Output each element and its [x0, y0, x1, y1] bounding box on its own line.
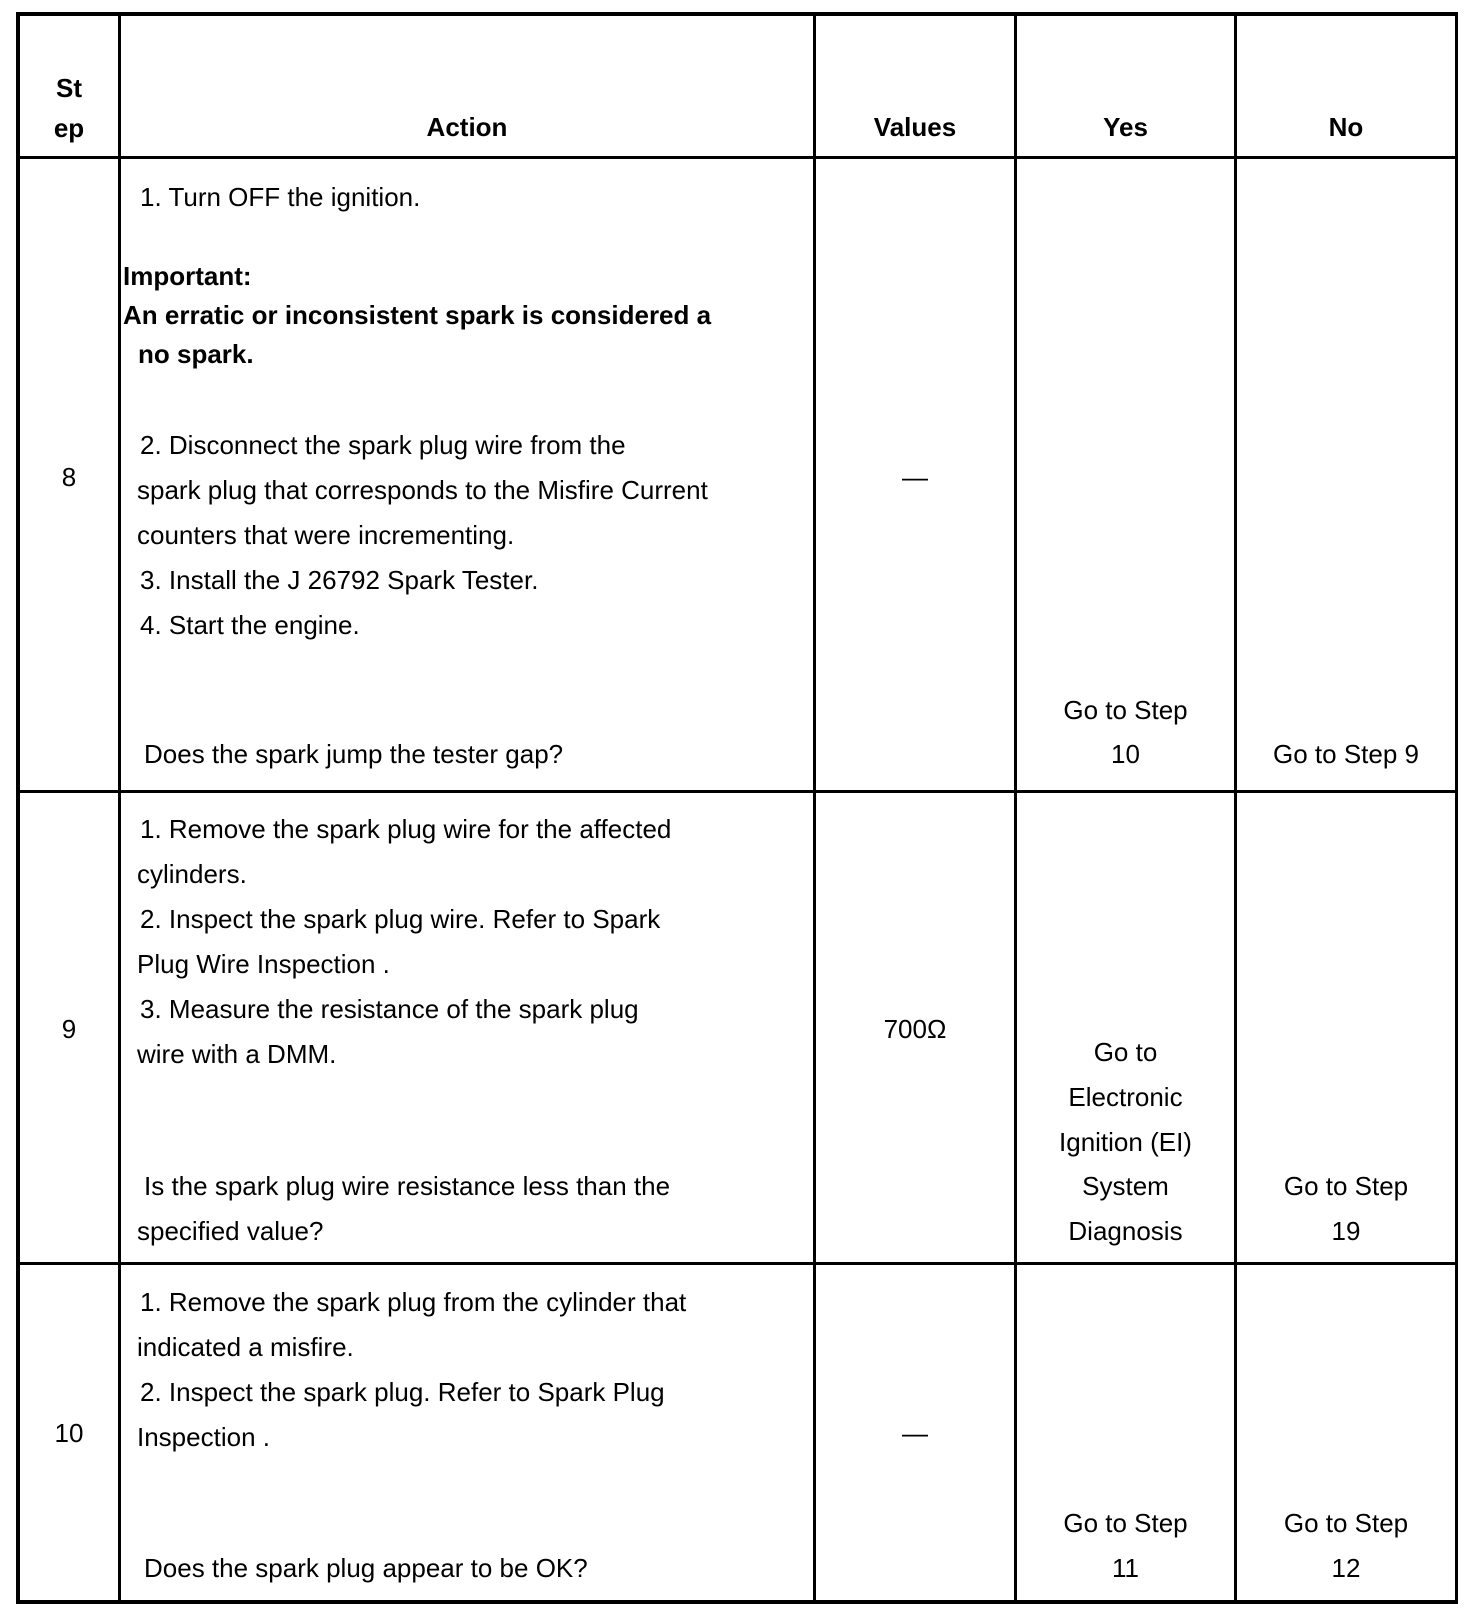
header-action: Action	[426, 112, 508, 142]
row-8-action-item1: 1. Turn OFF the ignition.	[140, 182, 421, 212]
row-10-no-line1: Go to Step	[1283, 1508, 1409, 1538]
row-8-important-label: Important:	[123, 261, 252, 291]
row-9-yes-line5: Diagnosis	[1068, 1216, 1183, 1246]
row-10-action-item1-line1: 1. Remove the spark plug from the cylinder that	[140, 1287, 687, 1317]
header-no: No	[1328, 112, 1364, 142]
row-9-action-item3-line1: 3. Measure the resistance of the spark plug	[140, 994, 639, 1024]
row-8-action-item2-line2: spark plug that corresponds to the Misfire Current	[137, 475, 708, 505]
row-8-important-line2: no spark.	[138, 339, 254, 369]
row-8-important-line1: An erratic or inconsistent spark is considered a	[123, 300, 712, 330]
row-10-step: 10	[54, 1418, 84, 1448]
row-9-action-item1-line2: cylinders.	[137, 859, 247, 889]
row-8-action-item4: 4. Start the engine.	[140, 610, 360, 640]
header-row-divider	[16, 156, 1458, 159]
header-step	[20, 66, 118, 150]
row-8-action-item3: 3. Install the J 26792 Spark Tester.	[140, 565, 539, 595]
row-9-action-item1-line1: 1. Remove the spark plug wire for the affected	[140, 814, 672, 844]
row-8-question: Does the spark jump the tester gap?	[144, 739, 564, 769]
row-9-yes-line3: Ignition (EI)	[1059, 1127, 1192, 1157]
header-step-line2: ep	[53, 113, 85, 143]
column-divider	[118, 12, 121, 1604]
row-9-yes-line1: Go to	[1093, 1037, 1158, 1067]
row-8-step: 8	[61, 462, 77, 492]
row-8-yes-line2: 10	[1111, 739, 1140, 769]
row-10-question: Does the spark plug appear to be OK?	[144, 1553, 588, 1583]
column-divider	[1014, 12, 1017, 1604]
row-8-value: —	[902, 462, 928, 492]
table-border-bottom	[16, 1600, 1458, 1604]
header-yes: Yes	[1103, 112, 1148, 142]
row-10-no-line2: 12	[1331, 1553, 1361, 1583]
row-8-yes-line1: Go to Step	[1063, 695, 1188, 725]
column-divider	[1234, 12, 1237, 1604]
row-9-yes-line4: System	[1082, 1171, 1169, 1201]
table-border-right	[1455, 12, 1458, 1604]
header-values: Values	[873, 112, 957, 142]
row-divider	[16, 1262, 1458, 1265]
row-8-no: Go to Step 9	[1273, 739, 1419, 769]
row-10-yes-line2: 11	[1112, 1553, 1139, 1583]
row-9-step: 9	[61, 1014, 77, 1044]
table-border-top	[16, 12, 1458, 16]
header-step-line1: St	[56, 73, 82, 103]
row-9-question-line1: Is the spark plug wire resistance less than the	[144, 1171, 671, 1201]
row-10-action-item2-line2: Inspection .	[137, 1422, 270, 1452]
column-divider	[813, 12, 816, 1604]
row-9-no-line2: 19	[1331, 1216, 1361, 1246]
row-9-action-item2-line2: Plug Wire Inspection .	[137, 949, 390, 979]
row-divider	[16, 790, 1458, 793]
row-9-yes-line2: Electronic	[1068, 1082, 1183, 1112]
row-10-action-item2-line1: 2. Inspect the spark plug. Refer to Spark Plug	[140, 1377, 665, 1407]
table-border-left	[16, 12, 20, 1604]
row-9-action-item2-line1: 2. Inspect the spark plug wire. Refer to Spark	[140, 904, 661, 934]
row-10-value: —	[902, 1418, 928, 1448]
row-9-action-item3-line2: wire with a DMM.	[137, 1039, 337, 1069]
row-10-yes-line1: Go to Step	[1063, 1508, 1188, 1538]
row-8-action-item2-line1: 2. Disconnect the spark plug wire from the	[140, 430, 626, 460]
row-9-no-line1: Go to Step	[1283, 1171, 1409, 1201]
row-9-value: 700Ω	[883, 1014, 947, 1044]
row-10-action-item1-line2: indicated a misfire.	[137, 1332, 354, 1362]
row-8-action-item2-line3: counters that were incrementing.	[137, 520, 515, 550]
row-9-question-line2: specified value?	[137, 1216, 324, 1246]
